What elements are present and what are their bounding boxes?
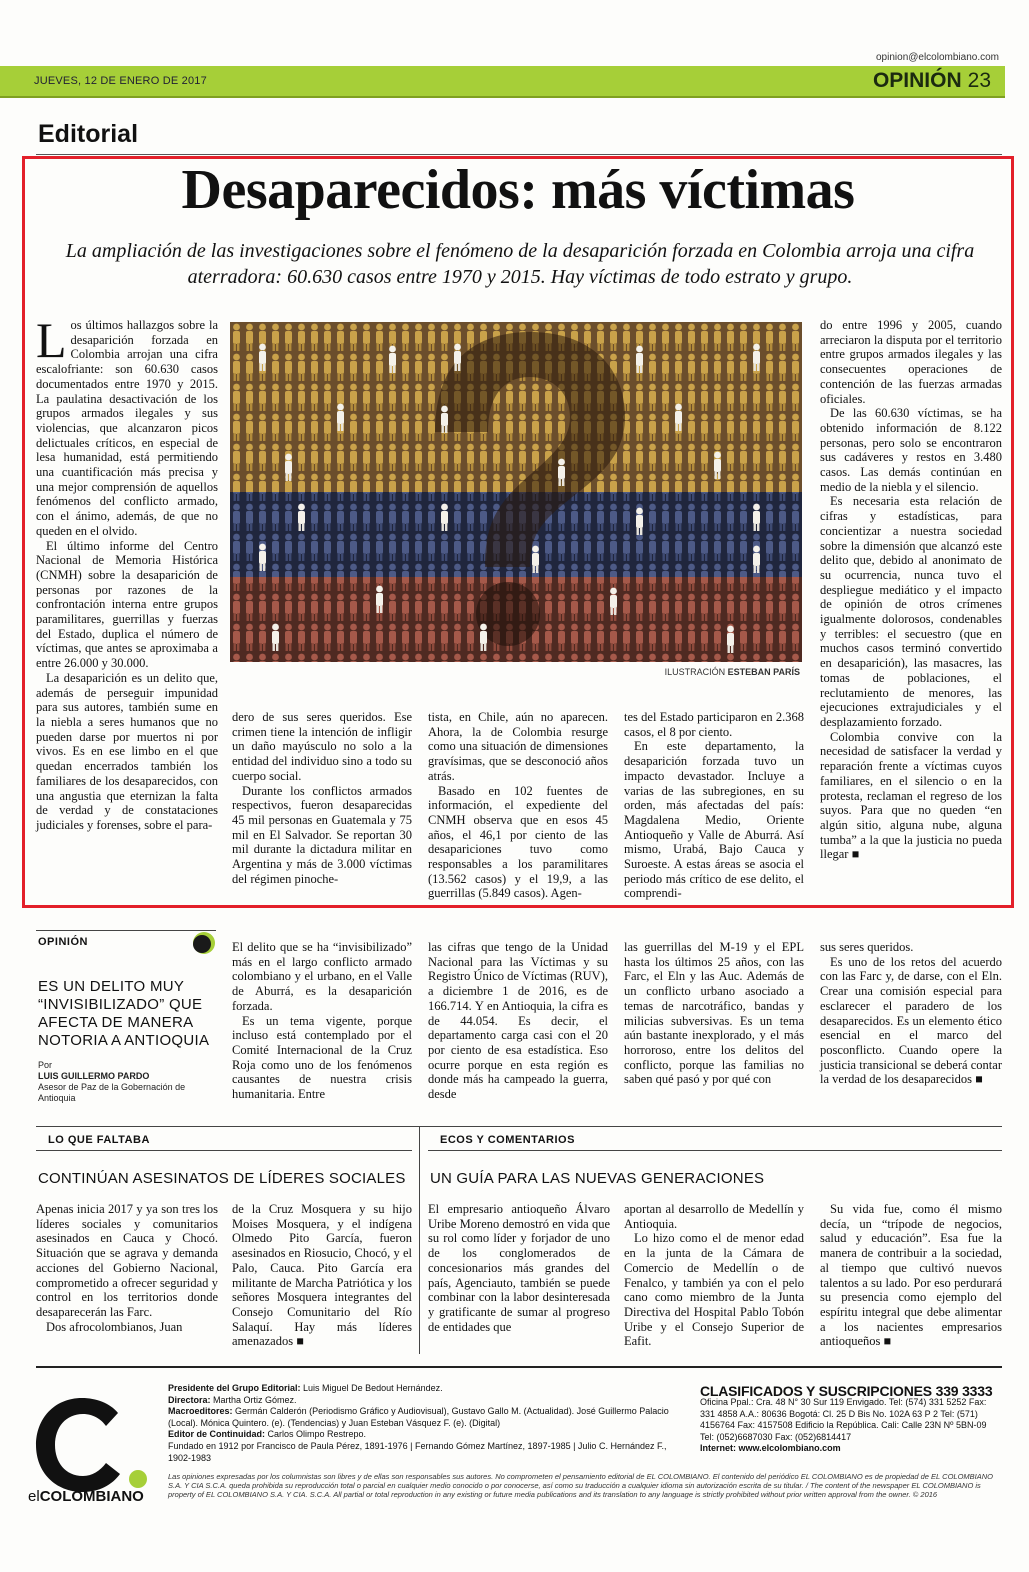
editorial-column-3: tista, en Chile, aún no aparecen. Ahora, la de Colombia resurge como una situación de dimensiones gravísimas, que se desconoció años atrás. Basado en 102 fuentes de información, el expediente del CNMH observa que en esos 45 años, el 46,1 por ciento de las desapariciones tuvo como responsables a los paramilitares (13.562 casos) y el 19,9, a las guerrillas (5.849 casos). Agen- xyxy=(428,710,608,901)
opinion-rule xyxy=(36,930,216,931)
ecos-label: ECOS Y COMENTARIOS xyxy=(440,1134,575,1146)
classifieds-web[interactable]: Internet: www.elcolombiano.com xyxy=(700,1443,841,1454)
lower-sections-rule xyxy=(36,1126,1002,1127)
classifieds-title: CLASIFICADOS Y SUSCRIPCIONES xyxy=(700,1383,932,1399)
opinion-column-3: las guerrillas del M-19 y el EPL hasta los últimos 25 años, con las Farc, el Eln y las Auc. Además de un conflicto urbano asociado a temas de narcotráfico, bandas y milicias subversivas. Es un tema aún bastante inexplorado, y el más horroroso, entre los delitos del conflicto, porque las familias no saben qué pasó y por qué con xyxy=(624,940,804,1087)
ecos-column-3: Su vida fue, como él mismo decía, un “trípode de negocios, salud y educación”. Esa fue la manera de contribuir a la sociedad, al tiempo que cultivó nuevos talentos a su lado. Por eso perdurará su presencia como ejemplo del espíritu integral que debe alimentar a los nacientes empresarios antioqueños ■ xyxy=(820,1202,1002,1349)
drop-cap: L xyxy=(36,312,67,368)
page-number: 23 xyxy=(967,69,991,92)
footer-rule xyxy=(36,1366,1002,1368)
illustration-credit: ILUSTRACIÓN ESTEBAN PARÍS xyxy=(664,667,800,677)
section-title: OPINIÓN 23 xyxy=(872,69,991,92)
section-bar xyxy=(0,66,1005,98)
opinion-title: ES UN DELITO MUY “INVISIBILIZADO” QUE AFECTA DE MANERA NOTORIA A ANTIOQUIA xyxy=(38,978,210,1049)
editorial-column-4: tes del Estado participaron en 2.368 casos, el 8 por ciento. En este departamento, la desaparición forzada tuvo un impacto devastador. Incluye a varias de las subregiones, en su orden, más afectadas del país: Magdalena Medio, Oriente Antioqueño y Valle de Aburrá. Así mismo, Urabá, Bajo Cauca y Suroeste. A estas áreas se asocia el periodo más crítico de ese delito, el comprendi- xyxy=(624,710,804,901)
editorial-label: Editorial xyxy=(38,120,139,148)
opinion-author: LUIS GUILLERMO PARDO xyxy=(38,1071,150,1081)
editorial-headline: Desaparecidos: más víctimas xyxy=(181,159,855,221)
classifieds-addresses: Oficina Ppal.: Cra. 48 N° 30 Sur 119 Envigado. Tel: (574) 331 5252 Fax: 331 4858 A.A.: 80636 Bogotá: Cl. 25 D Bis No. 102A 63 P 2 Tel: (571) 4156764 Fax: 4157508 Edificio la República. Cali: Calle 23N Nº 5BN-09 Tel: (052)6687030 Fax: (052)6814417 xyxy=(700,1397,987,1442)
speech-bubble-icon xyxy=(190,931,216,957)
classifieds-box xyxy=(700,1383,1000,1454)
opinion-column-4: sus seres queridos. Es uno de los retos del acuerdo con las Farc y, de darse, con el Eln. Crear una comisión especial para esclarecer el paradero de los desaparecidos. Es un elemento ético esencial en el marco del posconflicto. Cuando opere la justicia transicional se deberá contar la verdad de los desaparecidos ■ xyxy=(820,940,1002,1087)
opinion-author-role: Asesor de Paz de la Gobernación de Antioquia xyxy=(38,1082,186,1103)
lo-que-faltaba-rule xyxy=(36,1150,412,1151)
lo-que-faltaba-label: LO QUE FALTABA xyxy=(48,1134,150,1146)
lo-que-faltaba-title: CONTINÚAN ASESINATOS DE LÍDERES SOCIALES xyxy=(38,1170,406,1187)
lower-sections-divider xyxy=(419,1126,420,1354)
ecos-rule xyxy=(428,1150,1002,1151)
editorial-column-5: do entre 1996 y 2005, cuando arreciaron la disputa por el territorio entre grupos armados ilegales y las consecuentes operaciones de contención de las fuerzas armadas oficiales. De las 60.630 víctimas, se ha obtenido información de 8.122 personas, pero solo se encontraron sus cadáveres y restos en 3.480 casos. Las demás continúan en medio de la niebla y el silencio. Es necesaria esta relación de cifras y estadísticas, para concientizar a nuestra sociedad sobre la dimensión que alcanzó este delito que, debido al anonimato de su ocurrencia, nunca tuvo el despliegue mediático y el impacto de opinión de otros crímenes igualmente dolorosos, condenables y terribles: el secuestro (que en muchos casos terminó convertido en desaparición), las masacres, las tomas de poblaciones, el reclutamiento de menores, las ejecuciones extrajudiciales y el desplazamiento forzado. Colombia convive con la necesidad de satisfacer la verdad y reparación frente a víctimas cuyos familiares, en el silencio o en la protesta, reclaman el regreso de los suyos. Para que no queden “en algún sitio, alguna nube, alguna tumba” a la que la justicia no pueda llegar ■ xyxy=(820,318,1002,862)
opinion-label: OPINIÓN xyxy=(38,936,88,948)
editorial-rule xyxy=(36,154,1002,155)
ecos-column-2: aportan al desarrollo de Medellín y Antioquia. Lo hizo como el de menor edad en la junta de la Cámara de Comercio de Medellín o de Fenalco, y también ya con el pelo cano como miembro de la Junta Directiva del Hospital Pablo Tobón Uribe y el Consejo Superior de Eafit. xyxy=(624,1202,804,1349)
section-email[interactable]: opinion@elcolombiano.com xyxy=(876,52,999,63)
ecos-title: UN GUÍA PARA LAS NUEVAS GENERACIONES xyxy=(430,1170,765,1187)
newspaper-name: elCOLOMBIANO xyxy=(28,1488,144,1505)
editorial-deck: La ampliación de las investigaciones sobre el fenómeno de la desaparición forzada en Colombia arroja una cifra aterradora: 60.630 casos entre 1970 y 2015. Hay víctimas de todo estrato y grupo. xyxy=(65,240,975,288)
opinion-byline: Por LUIS GUILLERMO PARDO Asesor de Paz de la Gobernación de Antioquia xyxy=(38,1060,216,1104)
issue-date: JUEVES, 12 DE ENERO DE 2017 xyxy=(34,75,207,87)
lo-que-faltaba-column-2: de la Cruz Mosquera y su hijo Moises Mosquera, y el indígena Olmedo Pito García, fueron asesinados en Riosucio, Chocó, y el Palo, Cauca. Pito García era militante de Marcha Patriótica y los señores Mosquera integrantes del Consejo Comunitario del Río Salaquí. Hay más líderes amenazados ■ xyxy=(232,1202,412,1349)
staff-box: Presidente del Grupo Editorial: Luis Miguel De Bedout Hernández. Directora: Martha Ortiz Gómez. Macroeditores: Germán Calderón (Periodismo Gráfico y Audiovisual), Gustavo Gallo M. (Actualidad). José Guillermo Palacio (Local). Mónica Quintero. (e). (Tendencias) y Juan Esteban Vásquez F. (e). (Digital) Editor de Continuidad: Carlos Olimpo Restrepo. Fundado en 1912 por Francisco de Paula Pérez, 1891-1976 | Fernando Gómez Martínez, 1897-1985 | Julio C. Hernández F., 1902-1983 xyxy=(168,1383,669,1463)
lo-que-faltaba-column-1: Apenas inicia 2017 y ya son tres los líderes sociales y comunitarios asesinados en Cauca y Chocó. Situación que se agrava y demanda acciones del Gobierno Nacional, comprometido a ofrecer seguridad y control en los territorios donde desaparecerán las Farc. Dos afrocolombianos, Juan xyxy=(36,1202,218,1334)
editorial-illustration xyxy=(230,322,802,662)
legal-disclaimer: Las opiniones expresadas por los columnistas son libres y de ellas son responsables sus autores. No comprometen el pensamiento editorial de EL COLOMBIANO. El contenido del periódico EL COLOMBIANO es de propiedad de EL COLOMBIANO S.A. Y CIA S.C.A. queda prohibida su reproducción total o parcial en cualquier medio conocido o por conocerse, así como su traducción a cualquier idioma sin autorización escrita de su titular. / The content of the newspaper EL COLOMBIANO is property of EL COLOMBIANO S.A. Y CIA. S.C.A. All partial or total reproduction in any existing or future media publications and its translation to any language is strictly prohibited without prior written approval from the owner. © 2016 xyxy=(168,1472,994,1500)
opinion-column-1: El delito que se ha “invisibilizado” más en el largo conflicto armado colombiano y el urbano, en el Valle de Aburrá, es la desaparición forzada. Es un tema vigente, porque incluso está contemplado por el Comité Internacional de la Cruz Roja como uno de los fenómenos causantes de nuestra crisis humanitaria. Entre xyxy=(232,940,412,1102)
editorial-column-2: dero de sus seres queridos. Ese crimen tiene la intención de infligir un daño mayúsculo no solo a la entidad del individuo sino a todo su cuerpo social. Durante los conflictos armados respectivos, fueron desaparecidas 45 mil personas en Guatemala y 75 mil en El Salvador. Se reportan 30 mil durante la dictadura militar en Argentina y más de 3.000 víctimas del régimen pinoche- xyxy=(232,710,412,886)
editorial-column-1: Los últimos hallazgos sobre la desaparición forzada en Colombia arrojan una cifra escalofriante: son 60.630 casos documentados entre 1970 y 2015. La paulatina desactivación de los grupos armados ilegales y sus violencias, que alcanzaron picos delictuales críticos, en especial de lesa humanidad, está permitiendo una cuantificación más precisa y una mejor comprensión de aquellos fenómenos del conflicto armado, con el ánimo, además, de que no queden en el olvido. El último informe del Centro Nacional de Memoria Histórica (CNMH) sobre la desaparición de personas por razones de la confrontación interna entre grupos paramilitares, guerrillas y fuerzas del Estado, duplica el número de víctimas, que antes se aproximaba a entre 26.000 y 30.000. La desaparición es un delito que, además de perseguir impunidad para sus autores, también sume en la niebla a seres humanos que no pueden darse por muertos ni por vivos. Es en ese limbo en el que quedan encerrados también los familiares de los desaparecidos, con una angustia que eternizan la falta de verdad y de constataciones judiciales y forenses, sobre el para- xyxy=(36,312,218,832)
classifieds-phone: 339 3333 xyxy=(935,1383,993,1399)
ecos-column-1: El empresario antioqueño Álvaro Uribe Moreno demostró en vida que su rol como líder y forjador de uno de los conglomerados de concesionarios más grandes del país, Agenciauto, también se puede combinar con la labor desinteresada y gratificante de sumar al progreso de entidades que xyxy=(428,1202,610,1334)
opinion-column-2: las cifras que tengo de la Unidad Nacional para las Víctimas y su Registro Único de Víctimas (RUV), a diciembre 1 de 2016, es de 166.714. Y en Antioquia, la cifra es de 44.054. Es decir, el departamento carga casi con el 20 por ciento de esa estadística. Eso ocurre porque en esta región es donde más ha campeado la guerra, desde xyxy=(428,940,608,1102)
